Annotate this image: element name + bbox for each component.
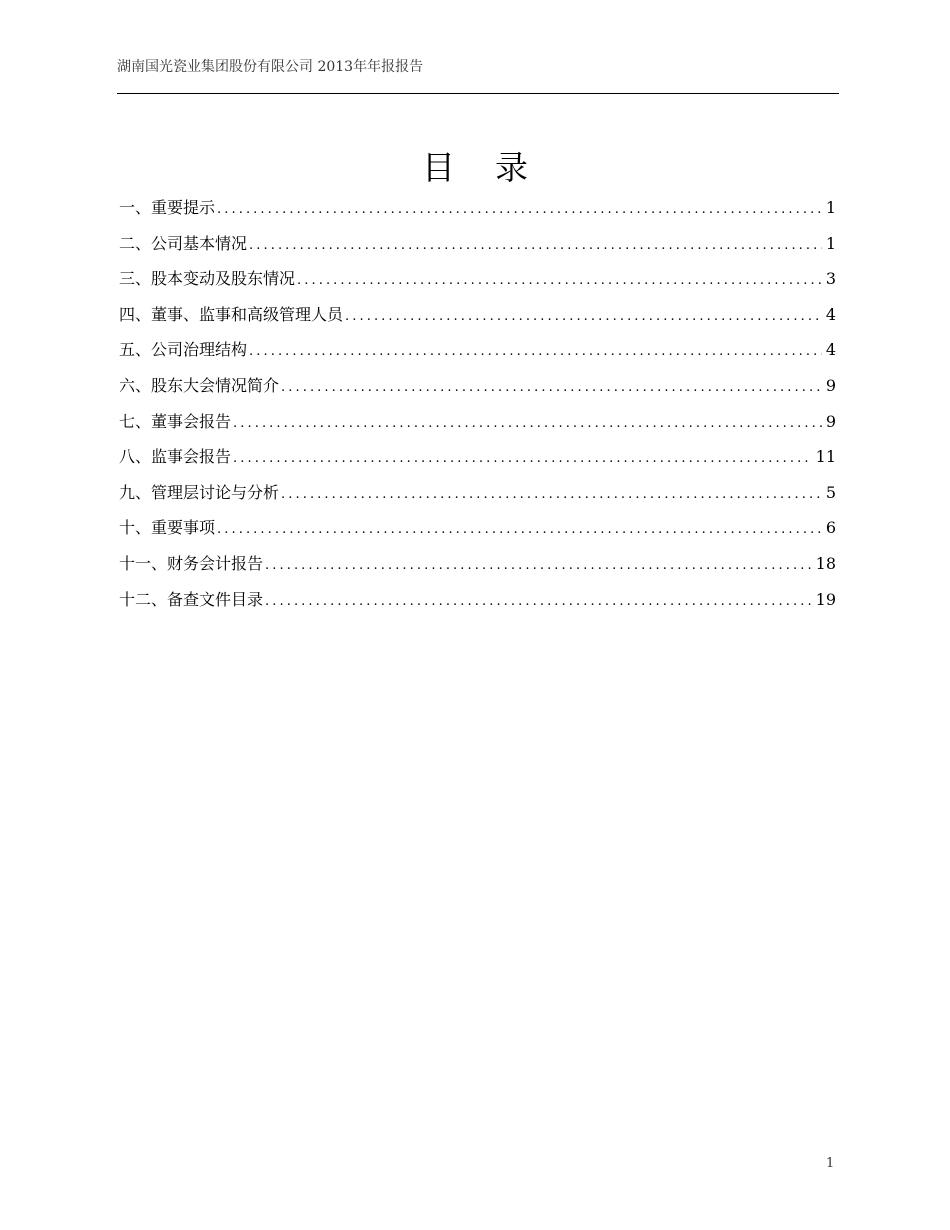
toc-entry[interactable]: [119, 439, 836, 475]
dot-leader: [297, 263, 822, 297]
dot-leader: [249, 228, 822, 262]
toc-entry-page: 1: [825, 198, 836, 217]
toc-list: [119, 190, 836, 617]
toc-title: 目录: [422, 148, 568, 187]
toc-entry[interactable]: [119, 190, 836, 226]
running-header: 湖南国光瓷业集团股份有限公司 2013年年报报告: [117, 59, 424, 75]
toc-entry-page: 11: [815, 447, 836, 467]
toc-entry-label: 八、监事会报告: [119, 447, 232, 467]
toc-entry-label: 七、董事会报告: [119, 411, 232, 431]
toc-entry[interactable]: [119, 546, 836, 582]
toc-entry-label: 四、董事、监事和高级管理人员: [119, 304, 344, 324]
toc-entry-page: 3: [825, 269, 836, 289]
dot-leader: [217, 512, 822, 546]
dot-leader: [281, 477, 822, 511]
toc-entry[interactable]: [119, 261, 836, 297]
toc-entry[interactable]: [119, 404, 836, 440]
toc-entry-page: 4: [825, 304, 836, 324]
toc-entry-label: 二、公司基本情况: [119, 233, 248, 253]
toc-entry-label: 六、股东大会情况简介: [119, 375, 280, 395]
dot-leader: [233, 441, 812, 475]
toc-entry-label: 十一、财务会计报告: [119, 553, 264, 573]
toc-entry[interactable]: [119, 368, 836, 404]
toc-entry-page: 9: [825, 375, 836, 395]
toc-entry[interactable]: [119, 332, 836, 368]
toc-entry-page: 5: [825, 482, 836, 502]
toc-entry-label: 十二、备查文件目录: [119, 589, 264, 609]
toc-entry-label: 十、重要事项: [119, 518, 216, 538]
page-number: 1: [826, 1156, 835, 1171]
dot-leader: [233, 406, 822, 440]
toc-entry-page: 18: [815, 553, 836, 573]
dot-leader: [249, 334, 822, 368]
toc-entry[interactable]: [119, 582, 836, 618]
toc-entry-page: 6: [825, 518, 836, 538]
dot-leader: [281, 370, 822, 404]
dot-leader: [265, 584, 812, 618]
toc-entry-label: 三、股本变动及股东情况: [119, 269, 296, 289]
toc-entry-label: 五、公司治理结构: [119, 340, 248, 360]
toc-entry-page: 4: [825, 340, 836, 360]
dot-leader: [345, 299, 822, 333]
toc-entry-label: 一、重要提示: [119, 198, 216, 217]
toc-entry-label: 九、管理层讨论与分析: [119, 482, 280, 502]
toc-entry-page: 1: [825, 233, 836, 253]
toc-entry[interactable]: [119, 510, 836, 546]
dot-leader: [217, 192, 822, 226]
toc-entry[interactable]: [119, 297, 836, 333]
dot-leader: [265, 548, 812, 582]
toc-entry[interactable]: [119, 475, 836, 511]
toc-entry-page: 19: [815, 589, 836, 609]
toc-entry-page: 9: [825, 411, 836, 431]
header-rule: [117, 93, 839, 94]
toc-entry[interactable]: [119, 226, 836, 262]
